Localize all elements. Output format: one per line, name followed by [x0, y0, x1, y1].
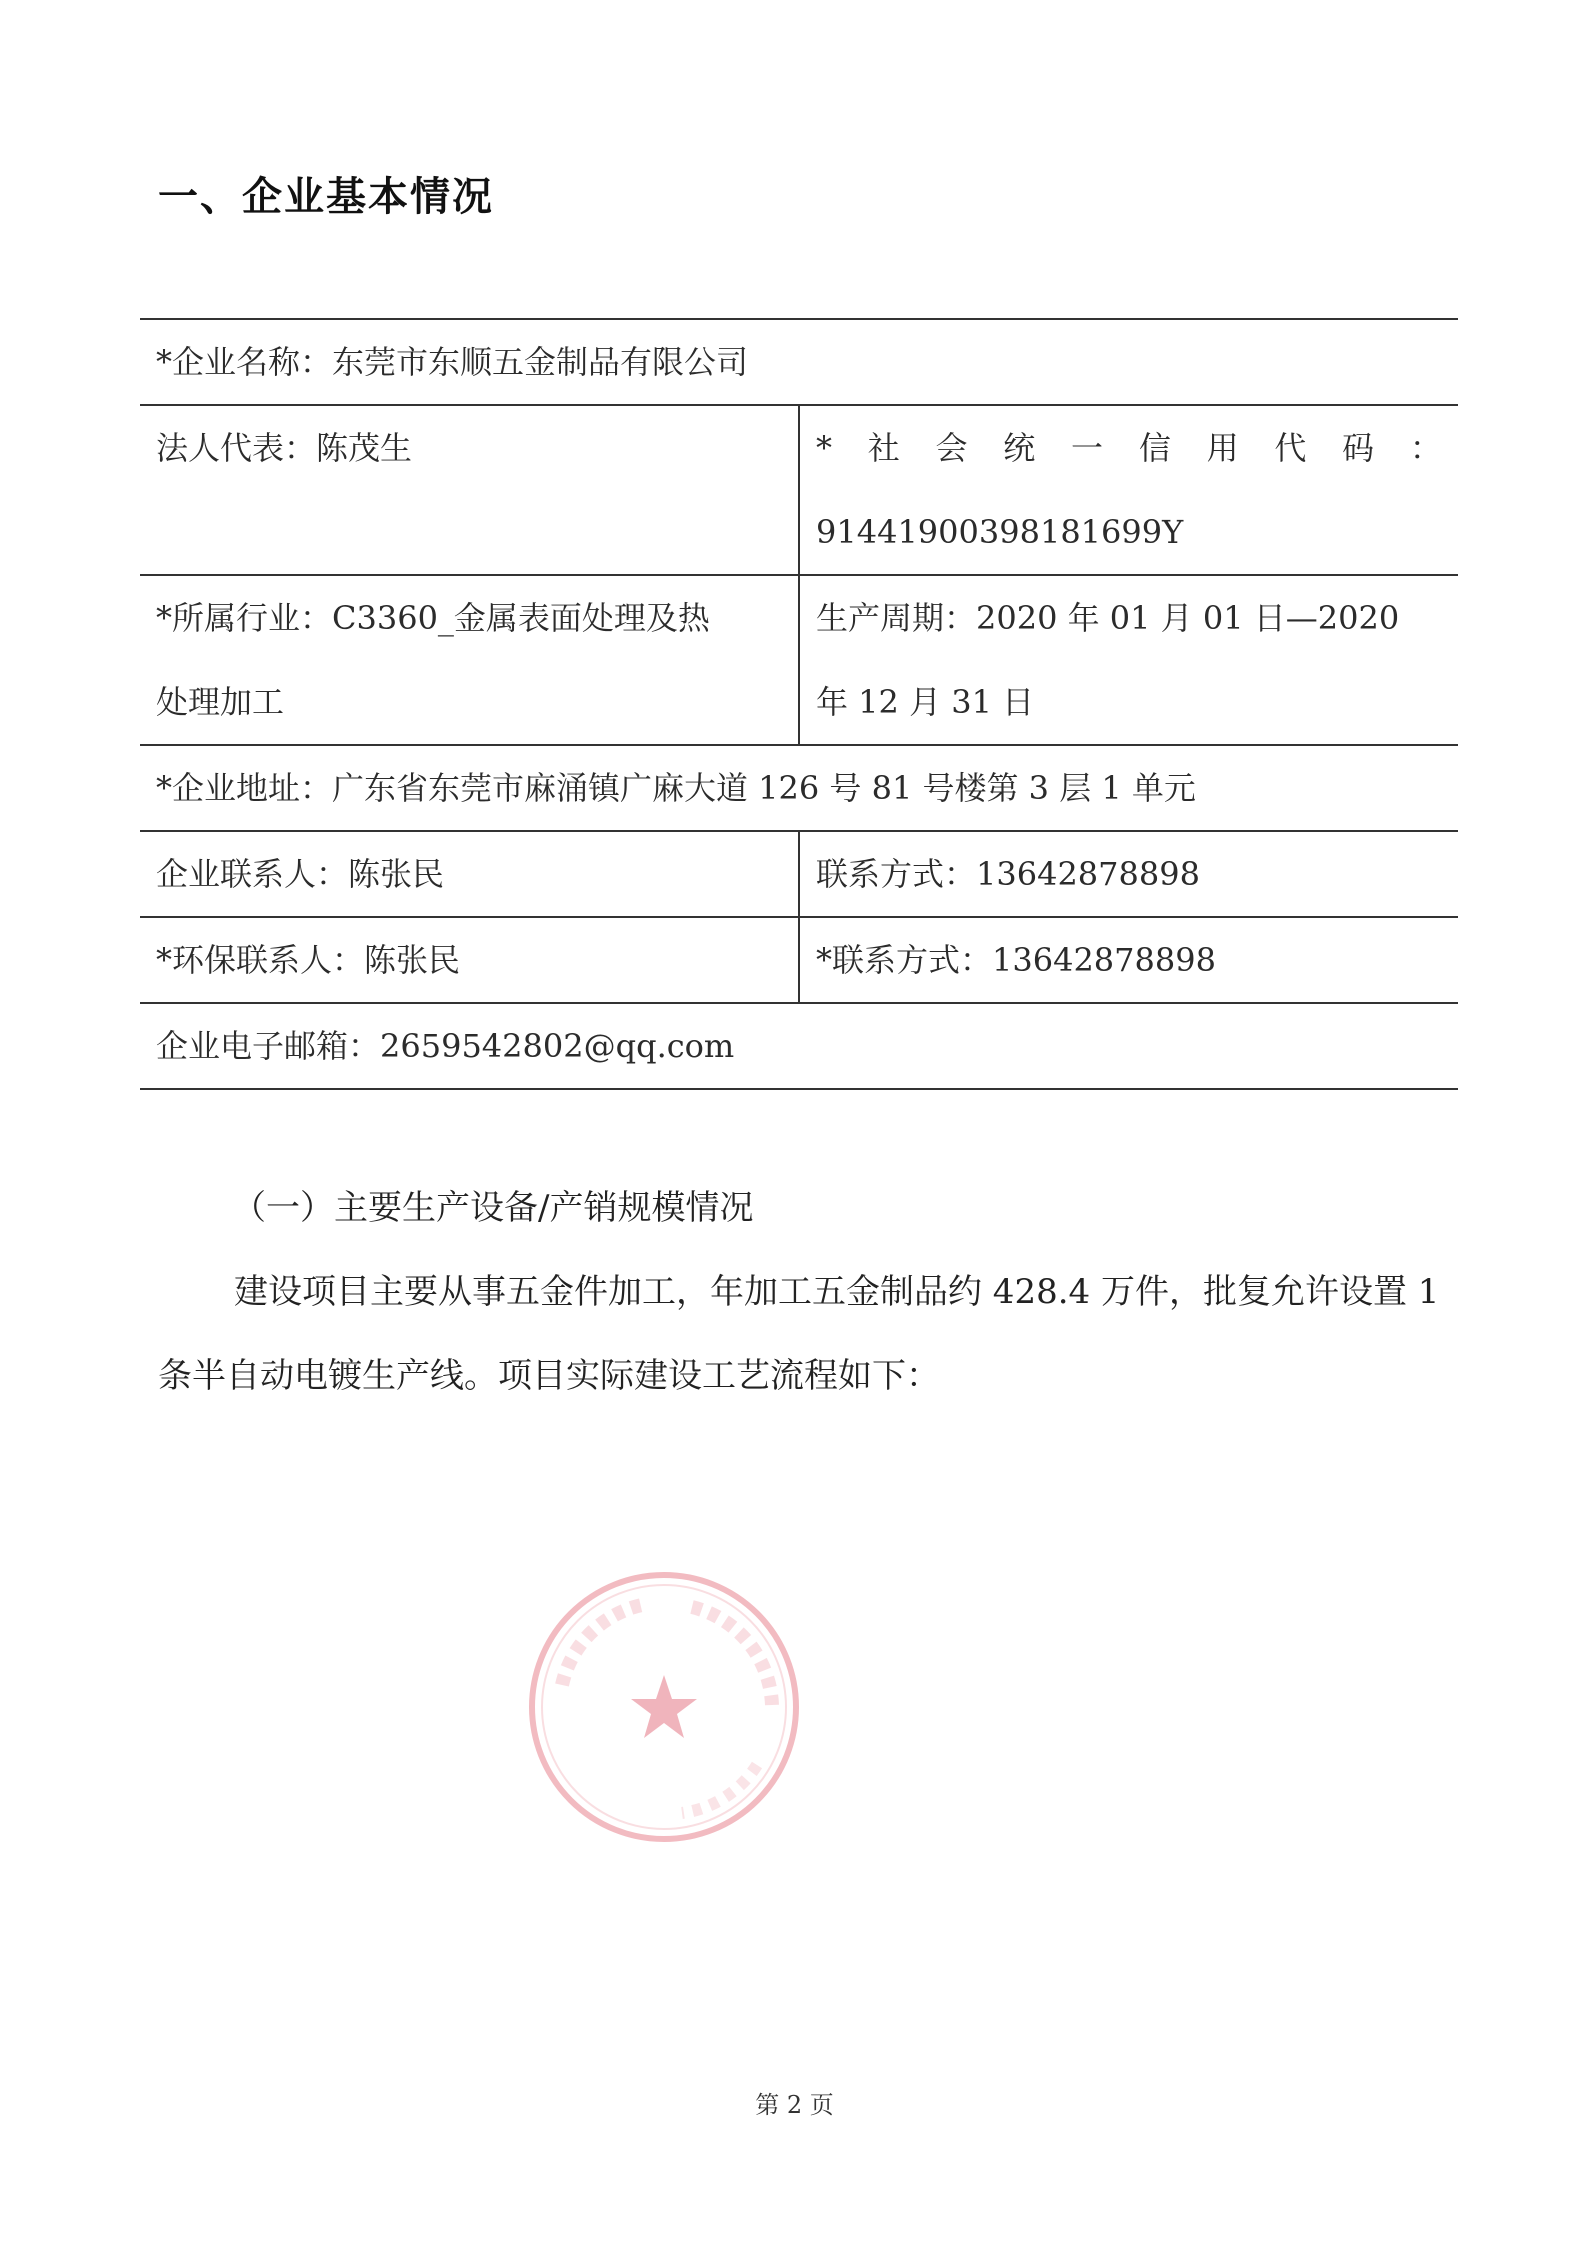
page-number: 第 2 页	[755, 2091, 834, 2119]
section-title: 一、企业基本情况	[158, 174, 494, 220]
period-line-1: 生产周期：2020 年 01 月 01 日—2020	[816, 599, 1400, 637]
credit-code-label-char: 码	[1342, 429, 1375, 467]
table-row	[140, 1003, 1458, 1089]
production-period-cell	[799, 575, 1458, 745]
email-cell: 企业电子邮箱：2659542802@qq.com	[140, 1003, 1458, 1089]
credit-code-label-char: 信	[1138, 429, 1171, 467]
industry-cell	[140, 575, 799, 745]
credit-code-label-char: 用	[1206, 429, 1239, 467]
table-row	[140, 745, 1458, 831]
table-row	[140, 831, 1458, 917]
table-row	[140, 575, 1458, 745]
table-row	[140, 917, 1458, 1003]
period-line-2: 年 12 月 31 日	[816, 683, 1035, 721]
credit-code-label-char: *	[816, 429, 832, 467]
legal-rep-spacer	[156, 490, 782, 574]
company-seal-stamp	[522, 1565, 807, 1850]
env-phone-cell: *联系方式：13642878898	[799, 917, 1458, 1003]
subsection-title: （一）主要生产设备/产销规模情况	[232, 1188, 754, 1228]
credit-code-cell	[799, 405, 1458, 575]
credit-code-label-char: 代	[1274, 429, 1307, 467]
contact-person-cell: 企业联系人：陈张民	[140, 831, 799, 917]
env-contact-cell: *环保联系人：陈张民	[140, 917, 799, 1003]
credit-code-label	[816, 406, 1442, 490]
address-cell: *企业地址：广东省东莞市麻涌镇广麻大道 126 号 81 号楼第 3 层 1 单元	[140, 745, 1458, 831]
legal-rep-text: 法人代表：陈茂生	[156, 429, 413, 467]
credit-code-label-char: ：	[1409, 429, 1442, 467]
legal-rep-cell	[140, 405, 799, 575]
credit-code-label-char: 统	[1003, 429, 1036, 467]
table-row	[140, 405, 1458, 575]
table-row	[140, 319, 1458, 405]
body-paragraph: 建设项目主要从事五金件加工，年加工五金制品约 428.4 万件，批复允许设置 1 条半自动电镀生产线。项目实际建设工艺流程如下：	[158, 1272, 1440, 1396]
company-info-table	[140, 318, 1458, 1090]
credit-code-label-char: 社	[867, 429, 900, 467]
company-name-cell: *企业名称：东莞市东顺五金制品有限公司	[140, 319, 1458, 405]
industry-line-2: 处理加工	[156, 683, 285, 721]
industry-line-1: *所属行业：C3360_金属表面处理及热	[156, 599, 710, 637]
credit-code-value: 91441900398181699Y	[816, 513, 1184, 551]
credit-code-label-char: 会	[935, 429, 968, 467]
contact-phone-cell: 联系方式：13642878898	[799, 831, 1458, 917]
credit-code-label-char: 一	[1071, 429, 1104, 467]
